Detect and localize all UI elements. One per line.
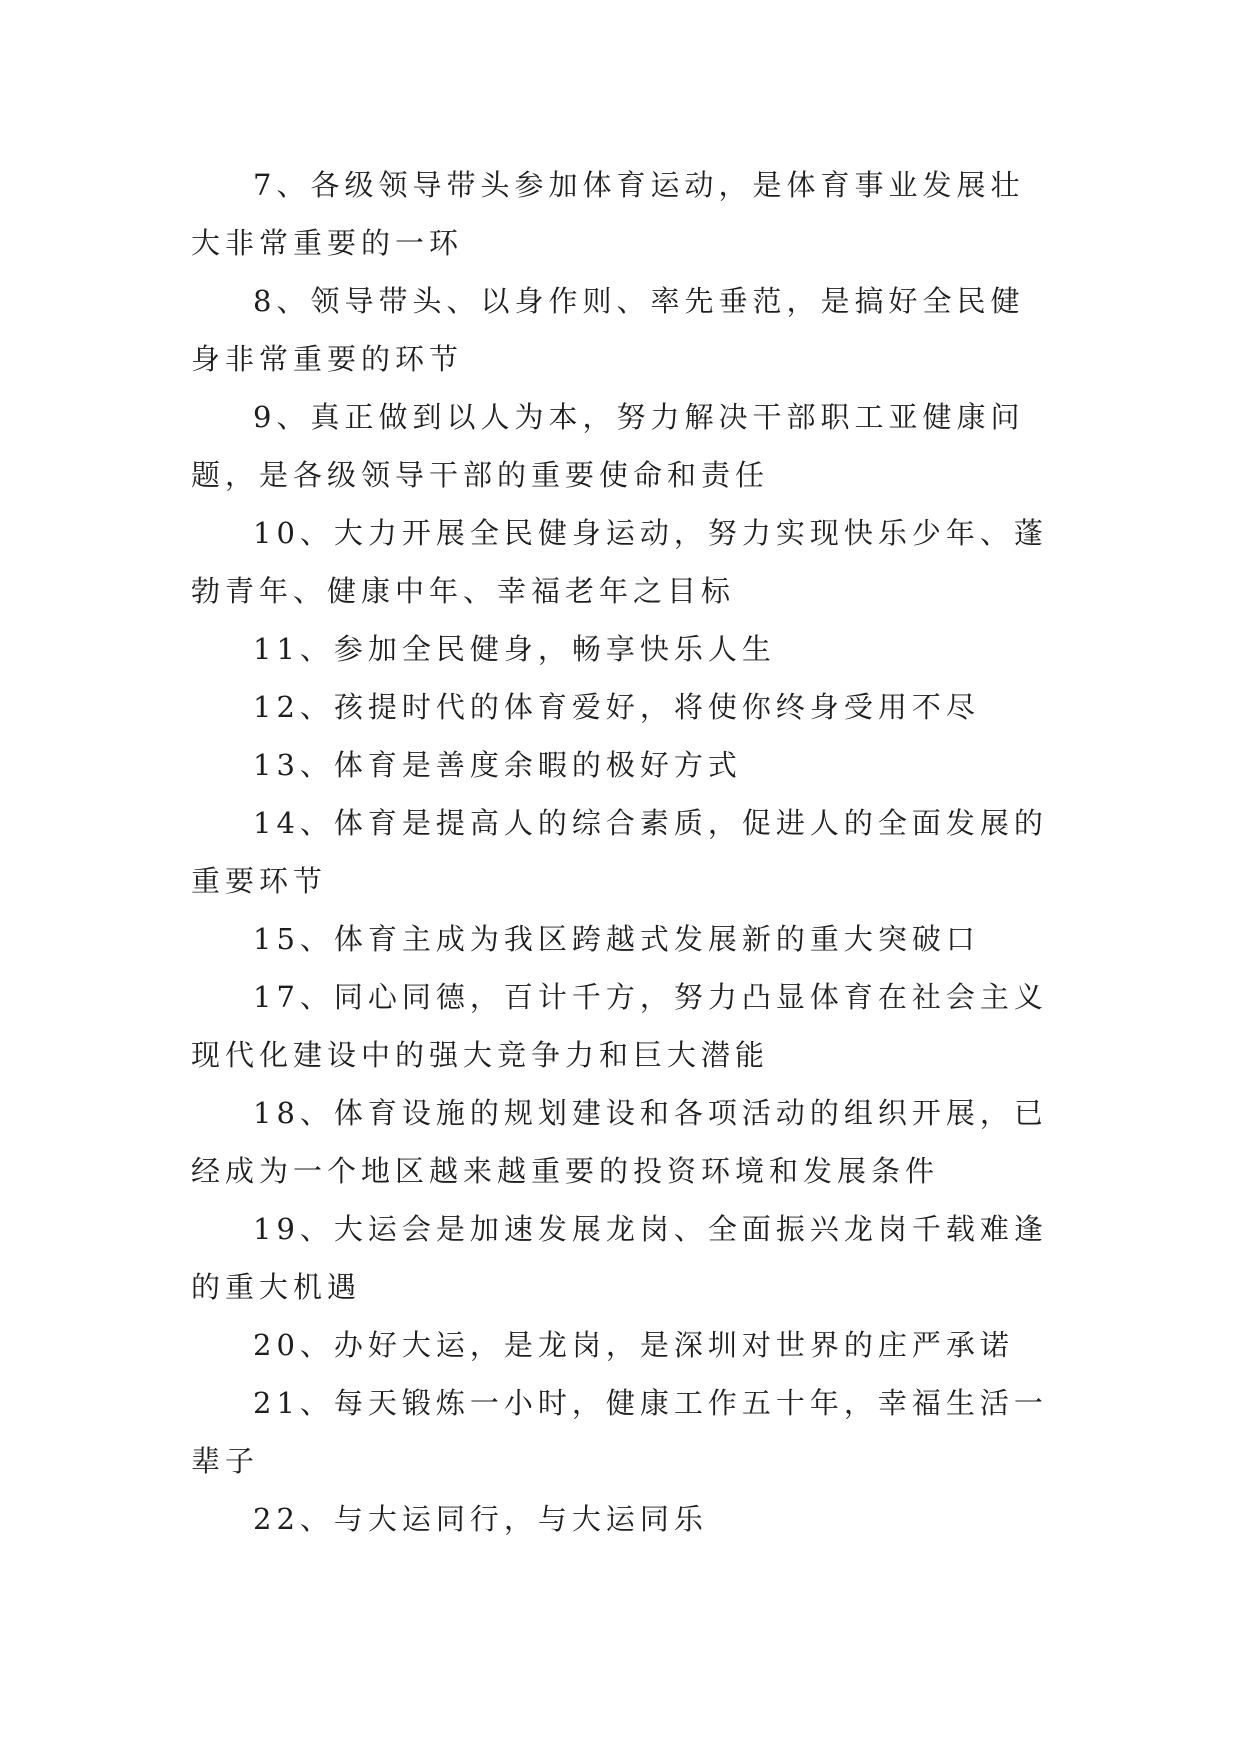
list-item: 20、办好大运，是龙岗，是深圳对世界的庄严承诺 [253, 1328, 1014, 1362]
list-item: 22、与大运同行，与大运同乐 [253, 1502, 708, 1536]
list-item: 7、各级领导带头参加体育运动，是体育事业发展壮大非常重要的一环 [191, 168, 1025, 260]
list-item: 21、每天锻炼一小时，健康工作五十年，幸福生活一辈子 [191, 1386, 1048, 1478]
list-item: 12、孩提时代的体育爱好，将使你终身受用不尽 [253, 690, 980, 724]
list-item: 9、真正做到以人为本，努力解决干部职工亚健康问题，是各级领导干部的重要使命和责任 [191, 400, 1025, 492]
list-item: 14、体育是提高人的综合素质，促进人的全面发展的重要环节 [191, 806, 1048, 898]
list-item: 10、大力开展全民健身运动，努力实现快乐少年、蓬勃青年、健康中年、幸福老年之目标 [191, 516, 1048, 608]
list-item: 19、大运会是加速发展龙岗、全面振兴龙岗千载难逢的重大机遇 [191, 1212, 1048, 1304]
list-item: 17、同心同德，百计千方，努力凸显体育在社会主义现代化建设中的强大竞争力和巨大潜能 [191, 980, 1048, 1072]
list-item: 18、体育设施的规划建设和各项活动的组织开展，已经成为一个地区越来越重要的投资环境和发展条件 [191, 1096, 1048, 1188]
list-item: 11、参加全民健身，畅享快乐人生 [253, 632, 776, 666]
list-item: 8、领导带头、以身作则、率先垂范，是搞好全民健身非常重要的环节 [191, 284, 1025, 376]
list-item: 15、体育主成为我区跨越式发展新的重大突破口 [253, 922, 980, 956]
slogan-list [191, 156, 1051, 1548]
list-item: 13、体育是善度余暇的极好方式 [253, 748, 742, 782]
